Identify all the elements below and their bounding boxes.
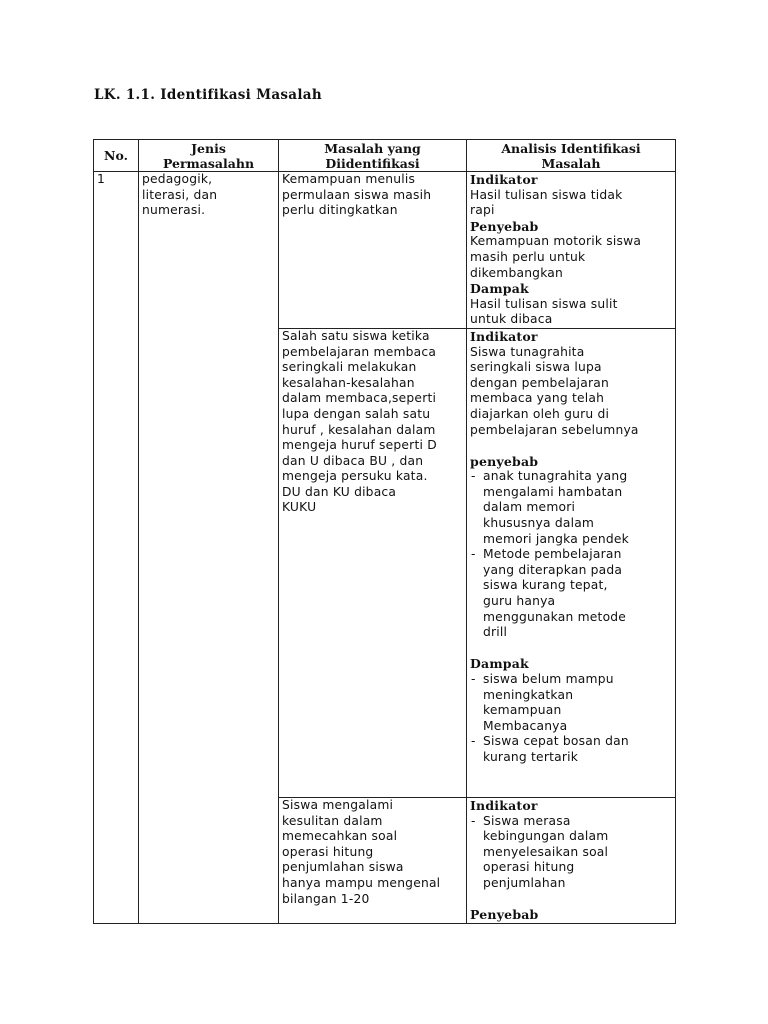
masalah-line: mengeja persuku kata. xyxy=(282,469,428,484)
indikator-label: Indikator xyxy=(470,797,538,813)
masalah-line: Salah satu siswa ketika xyxy=(282,328,430,343)
penyebab-list xyxy=(470,469,672,641)
masalah-line: bilangan 1-20 xyxy=(282,891,370,906)
masalah-line: lupa dengan salah satu xyxy=(282,406,431,421)
masalah-line: KUKU xyxy=(282,500,317,515)
dampak-label: Dampak xyxy=(470,281,529,297)
penyebab-line: menggunakan metode xyxy=(483,609,627,624)
penyebab-line: drill xyxy=(483,625,508,640)
dampak-label: Dampak xyxy=(470,656,529,672)
table-header-row xyxy=(94,140,676,172)
penyebab-line: mengalami hambatan xyxy=(483,484,623,499)
indikator-line: pembelajaran sebelumnya xyxy=(470,422,639,437)
header-jenis-line2: Permasalahn xyxy=(162,155,255,171)
page-title: LK. 1.1. Identifikasi Masalah xyxy=(94,87,322,103)
penyebab-line: yang diterapkan pada xyxy=(483,562,623,577)
masalah-line: dalam membaca,seperti xyxy=(282,391,437,406)
list-item xyxy=(470,814,672,892)
dampak-line: kurang tertarik xyxy=(483,749,579,764)
indikator-line: diajarkan oleh guru di xyxy=(470,406,610,421)
indikator-line: - Siswa merasa xyxy=(483,813,571,828)
indikator-line: Hasil tulisan siswa tidak xyxy=(470,187,623,202)
penyebab-line: Kemampuan motorik siswa xyxy=(470,234,642,249)
penyebab-label: penyebab xyxy=(470,453,539,469)
penyebab-label: Penyebab xyxy=(470,218,539,234)
jenis-line: literasi, dan xyxy=(142,187,218,202)
masalah-line: memecahkan soal xyxy=(282,829,398,844)
identifikasi-masalah-table xyxy=(93,139,676,924)
indikator-line: membaca yang telah xyxy=(470,391,605,406)
cell-jenis-permasalahan xyxy=(139,172,279,924)
header-analisis-line1: Analisis Identifikasi xyxy=(501,140,641,156)
penyebab-label: Penyebab xyxy=(470,907,539,923)
masalah-line: perlu ditingkatkan xyxy=(282,203,398,218)
dampak-line: - Siswa cepat bosan dan xyxy=(483,734,629,749)
penyebab-line: dikembangkan xyxy=(470,265,564,280)
header-jenis-permasalahan xyxy=(139,140,279,172)
jenis-line: numerasi. xyxy=(142,203,206,218)
cell-analisis xyxy=(467,797,676,923)
cell-masalah xyxy=(279,172,467,329)
indikator-line: operasi hitung xyxy=(483,860,575,875)
masalah-line: Kemampuan menulis xyxy=(282,172,416,186)
dampak-list xyxy=(470,672,672,766)
header-analisis xyxy=(467,140,676,172)
row-number: 1 xyxy=(97,172,106,186)
header-masalah xyxy=(279,140,467,172)
cell-analisis xyxy=(467,172,676,329)
masalah-line: kesalahan-kesalahan xyxy=(282,375,415,390)
dampak-line: untuk dibaca xyxy=(470,312,553,327)
jenis-line: pedagogik, xyxy=(142,172,213,186)
masalah-line: permulaan siswa masih xyxy=(282,187,432,202)
table-row xyxy=(94,172,676,329)
dampak-line: meningkatkan xyxy=(483,687,574,702)
cell-masalah xyxy=(279,797,467,923)
masalah-line: mengeja huruf seperti D xyxy=(282,438,437,453)
list-item xyxy=(470,734,672,765)
indikator-line: kebingungan dalam xyxy=(483,829,609,844)
masalah-line: penjumlahan siswa xyxy=(282,860,404,875)
header-no: No. xyxy=(94,140,139,172)
penyebab-line: - Metode pembelajaran xyxy=(483,547,622,562)
list-item xyxy=(470,672,672,734)
indikator-label: Indikator xyxy=(470,172,538,187)
indikator-line: seringkali siswa lupa xyxy=(470,360,602,375)
penyebab-line: memori jangka pendek xyxy=(483,531,629,546)
header-jenis-line1: Jenis xyxy=(191,140,226,156)
masalah-line: seringkali melakukan xyxy=(282,360,417,375)
cell-no xyxy=(94,172,139,924)
header-masalah-line1: Masalah yang xyxy=(324,140,421,156)
masalah-line: DU dan KU dibaca xyxy=(282,484,397,499)
masalah-line: Siswa mengalami xyxy=(282,797,394,812)
cell-analisis xyxy=(467,328,676,797)
indikator-line: Siswa tunagrahita xyxy=(470,344,585,359)
indikator-list xyxy=(470,814,672,892)
list-item xyxy=(470,547,672,641)
indikator-line: rapi xyxy=(470,203,495,218)
masalah-line: hanya mampu mengenal xyxy=(282,875,441,890)
dampak-line: - siswa belum mampu xyxy=(483,672,614,686)
indikator-line: penjumlahan xyxy=(483,875,566,890)
penyebab-line: masih perlu untuk xyxy=(470,249,586,264)
masalah-line: pembelajaran membaca xyxy=(282,344,437,359)
masalah-line: dan U dibaca BU , dan xyxy=(282,453,424,468)
penyebab-line: siswa kurang tepat, xyxy=(483,578,608,593)
penyebab-line: dalam memori xyxy=(483,500,576,515)
penyebab-line: khususnya dalam xyxy=(483,516,595,531)
masalah-line: operasi hitung xyxy=(282,844,374,859)
indikator-line: dengan pembelajaran xyxy=(470,375,610,390)
list-item xyxy=(470,469,672,547)
masalah-line: kesulitan dalam xyxy=(282,813,383,828)
dampak-line: kemampuan xyxy=(483,703,562,718)
indikator-label: Indikator xyxy=(470,328,538,344)
cell-masalah xyxy=(279,328,467,797)
header-analisis-line2: Masalah xyxy=(541,155,601,171)
penyebab-line: - anak tunagrahita yang xyxy=(483,469,628,484)
masalah-line: huruf , kesalahan dalam xyxy=(282,422,436,437)
indikator-line: menyelesaikan soal xyxy=(483,844,609,859)
header-masalah-line2: Diidentifikasi xyxy=(325,155,420,171)
dampak-line: Membacanya xyxy=(483,718,568,733)
penyebab-line: guru hanya xyxy=(483,594,556,609)
dampak-line: Hasil tulisan siswa sulit xyxy=(470,296,618,311)
